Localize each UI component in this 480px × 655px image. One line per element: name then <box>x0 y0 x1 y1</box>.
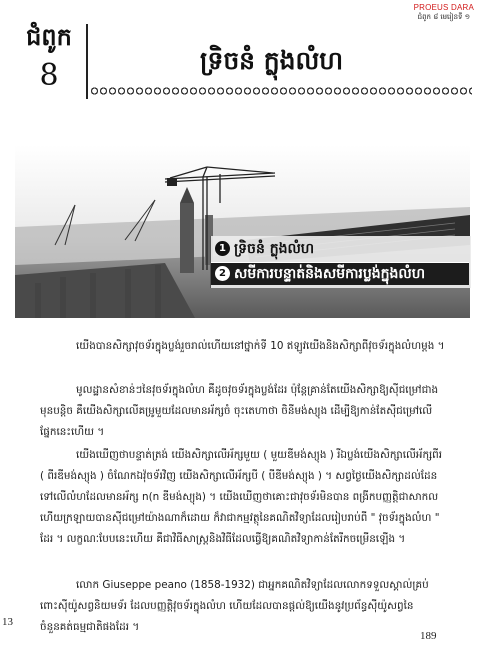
history-paragraph: លោក Giuseppe peano (1858-1932) ជាអ្នកគណិតវិទ្យាដែលលោកទទួលស្គាល់គ្រប់ពោះស៊ីយ៉ូសព្វនិយមទ័រ ដែលបញ្ញត្តិវុចទ័រក្នុងលំហ ហើយដែលបានផ្ដល់ឱ្យយើងនូវប្រព័ន្ធស៊ីយ៉ូសព្វនៃចំនួនគត់ធម្មជាតិផងដែរ ។ <box>40 579 429 634</box>
intro-paragraph: យើងបានសិក្សាវុចទ័រក្នុងប្លង់រួចរាល់ហើយនៅថ្នាក់ទី 10 ឥឡូវយើងនិងសិក្សាពីវុចទ័រក្នុងលំហម្ដង ។ <box>76 340 445 353</box>
chapter-word: ជំពូក <box>26 23 72 51</box>
watermark: PROEUS DARA <box>413 3 474 12</box>
lesson-number-badge: 1 <box>215 241 230 256</box>
chapter-divider <box>86 24 88 99</box>
margin-number: 13 <box>2 616 13 628</box>
running-header: ជំពូក ៨ មេរៀនទី ១ <box>417 13 470 21</box>
lesson-item <box>211 238 314 260</box>
lesson-label: សមីការបន្ទាត់និងសមីការប្លង់ក្នុងលំហ <box>234 266 426 282</box>
chapter-number: 8 <box>39 58 59 93</box>
page-number: 189 <box>420 630 437 642</box>
chain-border-ornament <box>90 86 472 96</box>
lesson-label: ទ្រិចនំ ក្លុងលំហ <box>234 241 315 257</box>
chapter-title: ទ្រិចនំ ក្លុងលំហ <box>200 46 344 75</box>
body-paragraph: យើងឃើញថាបន្ទាត់ត្រង់ យើងសិក្សាលើអ័ក្សមួយ ( មួយឌីមង់ស្យុង ) រីឯប្លង់យើងសិក្សាលើអ័ក្សពីរ ( ពីរឌីមង់ស្យុង ) ចំណែកឯវ៉ុចទ័រវិញ យើងសិក្សាលើអ័ក្សបី ( បីឌីមង់ស្យុង ) ។ សព្វថ្ងៃយើងសិក្សាដល់ដែនទៅលើលំហដែលមានអ័ក្ស n(n ឌីមង់ស្យុង) ។ យើងឃើញថាគោះជាវុចទ័រមិនបាន ពង្រីកបញ្ញត្តិជាសាកលហើយក្រឡាយបានស៊ីជម្រៅយ៉ាងណាក៏ដោយ ក៏វាជាកម្មវត្ថុនៃគណិតវិទ្យាដែលរៀបរាប់ពី " វុចទ័រក្នុងលំហ " ដែរ ។ លក្ខណៈបែបនេះហើយ គឺជាវិធីសាស្ត្រនិងវិធីដែលធ្វើឱ្យគណិតវិទ្យាកាន់តែរីកចម្រើនឡើង ។ <box>40 449 443 546</box>
lesson-number-badge: 2 <box>215 266 230 281</box>
lesson-item <box>211 262 469 285</box>
body-paragraph: មូលដ្ឋានសំខាន់ៗនៃវុចទ័រក្នុងលំហ គឺដូចវុចទ័រក្នុងប្លង់ដែរ ប៉ុន្តែគ្រាន់តែយើងសិក្សាឱ្យស៊ីជម្រៅជាងមុនបន្តិច គឺយើងសិក្សាលើគម្រូមួយដែលមានអ័ក្សចំ ចុះតេហាថា ចិនីមង់ស្យុង ដើម្បីឱ្យកាន់តែស៊ីជម្រៅលើផ្នែកនេះហើយ ។ <box>40 384 439 439</box>
lesson-list <box>210 236 471 288</box>
chapter-photo <box>15 145 470 318</box>
